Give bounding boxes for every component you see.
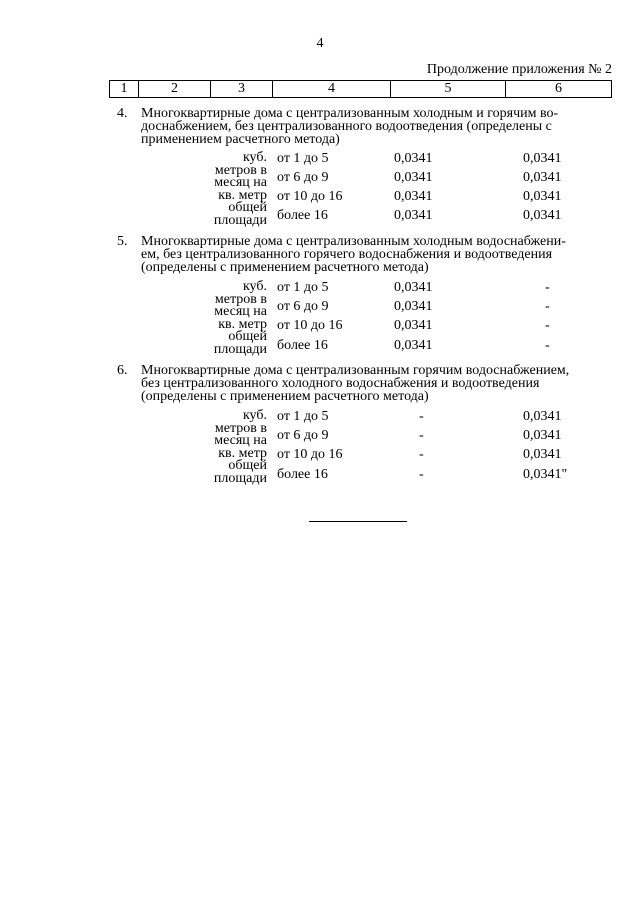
value-cell-col5: 0,0341	[394, 338, 433, 353]
unit-line: месяц на	[214, 433, 267, 448]
unit-line: кв. метр	[218, 445, 267, 461]
unit-line: метров в	[214, 291, 267, 307]
unit-line: общей	[228, 329, 267, 344]
table-row	[109, 428, 611, 448]
column-header-cell: 3	[211, 81, 273, 98]
unit-line: метров в	[214, 162, 267, 178]
value-cell-col5: 0,0341	[394, 189, 433, 204]
title-line: Многоквартирные дома с централизованным холодным и горячим во-	[141, 106, 559, 121]
column-header-row	[110, 81, 612, 98]
title-line: (определены с применением расчетного метода)	[141, 260, 429, 275]
range-cell: от 1 до 5	[277, 409, 329, 424]
continuation-label: Продолжение приложения № 2	[426, 62, 612, 77]
unit-line: площади	[213, 470, 267, 486]
table-row	[109, 409, 611, 429]
unit-line: площади	[213, 212, 267, 228]
column-header-cell: 2	[139, 81, 211, 98]
title-line: доснабжением, без централизованного водоотведения (определены с	[141, 119, 552, 134]
title-line: Многоквартирные дома с централизованным горячим водоснабжением,	[141, 363, 570, 378]
unit-line: метров в	[214, 420, 267, 436]
value-cell-col5: -	[419, 467, 424, 482]
value-cell-col5: 0,0341	[394, 280, 433, 295]
title-line: без централизованного холодного водоснабжения и водоотведения	[141, 376, 540, 391]
value-cell-col6: 0,0341"	[523, 467, 568, 482]
section-number: 5.	[117, 234, 128, 249]
unit-line: месяц на	[214, 175, 267, 190]
value-cell-col5: 0,0341	[394, 208, 433, 223]
range-cell: более 16	[277, 338, 328, 353]
value-cell-col6: -	[545, 318, 550, 333]
table-row	[109, 338, 611, 358]
table-row	[109, 151, 611, 171]
value-cell-col6: 0,0341	[523, 428, 562, 443]
column-header-cell: 1	[110, 81, 139, 98]
section-number: 6.	[117, 363, 128, 378]
value-cell-col5: 0,0341	[394, 170, 433, 185]
table-row	[109, 189, 611, 209]
value-cell-col5: 0,0341	[394, 299, 433, 314]
value-cell-col6: 0,0341	[523, 447, 562, 462]
title-line: ем, без централизованного горячего водоснабжения и водоотведения	[141, 247, 553, 262]
section-number: 4.	[117, 106, 128, 121]
title-line: применением расчетного метода)	[141, 132, 340, 147]
value-cell-col6: 0,0341	[523, 208, 562, 223]
unit-line: куб.	[242, 279, 267, 294]
column-header-cell: 6	[506, 81, 612, 98]
unit-line: куб.	[242, 408, 267, 423]
table-row	[109, 280, 611, 300]
table-row	[109, 170, 611, 190]
section-title	[141, 107, 611, 146]
page-number: 4	[316, 36, 324, 51]
value-cell-col6: 0,0341	[523, 151, 562, 166]
value-cell-col5: 0,0341	[394, 318, 433, 333]
range-cell: от 1 до 5	[277, 280, 329, 295]
table-row	[109, 318, 611, 338]
range-cell: от 1 до 5	[277, 151, 329, 166]
range-cell: от 6 до 9	[277, 299, 329, 314]
range-cell: от 10 до 16	[277, 318, 343, 333]
unit-line: общей	[228, 458, 267, 473]
value-cell-col6: 0,0341	[523, 189, 562, 204]
table-row	[109, 208, 611, 228]
value-cell-col5: 0,0341	[394, 151, 433, 166]
value-cell-col6: -	[545, 299, 550, 314]
value-cell-col6: -	[545, 280, 550, 295]
value-cell-col5: -	[419, 428, 424, 443]
title-line: Многоквартирные дома с централизованным холодным водоснабжени-	[141, 234, 566, 249]
range-cell: более 16	[277, 208, 328, 223]
unit-line: куб.	[242, 150, 267, 165]
value-cell-col5: -	[419, 409, 424, 424]
title-line: (определены с применением расчетного метода)	[141, 389, 429, 404]
table-row	[109, 467, 611, 487]
range-cell: от 10 до 16	[277, 189, 343, 204]
column-header-cell: 5	[391, 81, 506, 98]
unit-line: общей	[228, 200, 267, 215]
section-title	[141, 364, 611, 403]
range-cell: более 16	[277, 467, 328, 482]
value-cell-col6: 0,0341	[523, 409, 562, 424]
value-cell-col6: 0,0341	[523, 170, 562, 185]
end-divider-line	[309, 521, 407, 522]
column-header-cell: 4	[273, 81, 391, 98]
table-row	[109, 299, 611, 319]
unit-line: кв. метр	[218, 187, 267, 203]
value-cell-col5: -	[419, 447, 424, 462]
unit-line: площади	[213, 341, 267, 357]
table-row	[109, 447, 611, 467]
column-header-table	[109, 80, 612, 98]
value-cell-col6: -	[545, 338, 550, 353]
range-cell: от 6 до 9	[277, 170, 329, 185]
unit-line: кв. метр	[218, 316, 267, 332]
section-title	[141, 235, 611, 274]
range-cell: от 6 до 9	[277, 428, 329, 443]
unit-line: месяц на	[214, 304, 267, 319]
range-cell: от 10 до 16	[277, 447, 343, 462]
